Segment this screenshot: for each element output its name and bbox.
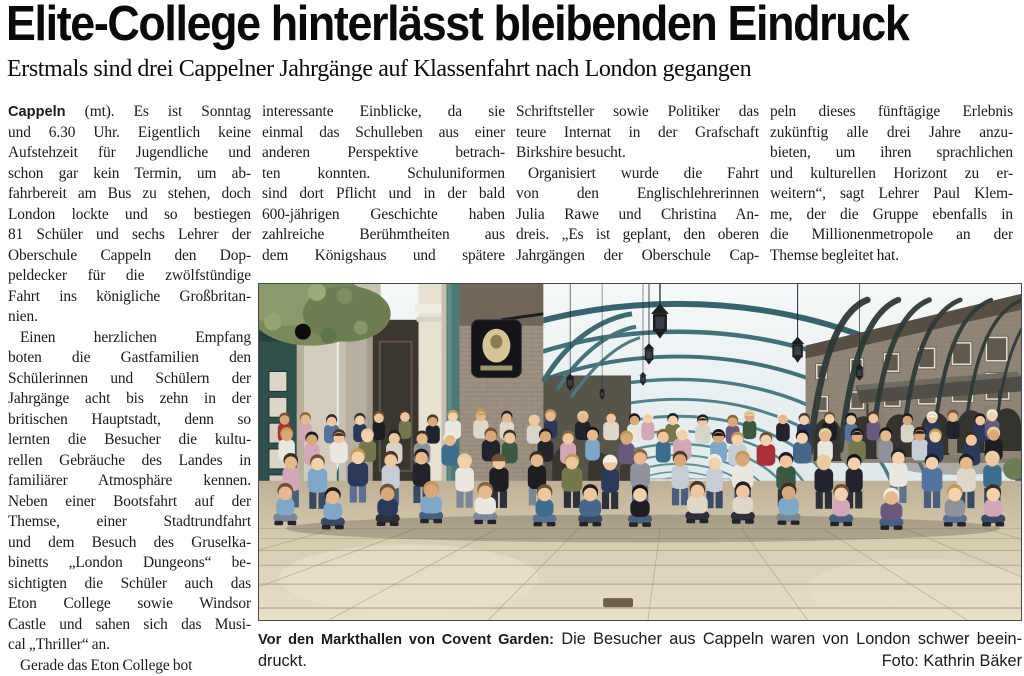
photo-caption bbox=[258, 629, 1022, 672]
photo-credit: Foto: Kathrin Bäker bbox=[881, 651, 1022, 670]
hanging-flower-basket bbox=[259, 284, 391, 346]
subheadline: Erstmals sind drei Cappelner Jahrgänge auf Klassenfahrt nach London gegangen bbox=[7, 56, 752, 82]
caption-line1: Vor den Markthallen von Covent Garden: Die Besucher aus Cappeln waren von London schwer beein- bbox=[258, 630, 1022, 648]
caption-line2: druckt. bbox=[258, 651, 307, 670]
headline: Elite-College hinterlässt bleibenden Eindruck bbox=[6, 0, 909, 51]
article-column-3: Schriftsteller sowie Politiker das teure Internat in der Grafschaft Birkshire besucht. Organisiert wurde die Fahrt von den Englischlehrerinnen Julia Rawe und Christina An- dreis. „Es ist geplant, den oberen Jahrgängen der Oberschule Cap- bbox=[516, 103, 759, 264]
covent-garden-scene bbox=[259, 284, 1021, 620]
article-column-1: Cappeln (mt). Es ist Sonntag und 6.30 Uhr. Eigentlich keine Aufstehzeit für Jugendliche und schon gar kein Termin, um ab- fahrbereit am Bus zu stehen, doch London lockte und so bestiegen 81 Schüler und sechs Lehrer der Oberschule Cappeln den Dop- peldecker für die zwölfstündige Fahrt ins königliche Großbritan- nien. Einen herzlichen Empfang boten die Gastfamilien den Schülerinnen und Schülern der Jahrgänge acht bis zehn in der britischen Hauptstadt, denn so lernten die Besucher die kultu- rellen Gebräuche des Landes in familiärer Atmosphäre kennen. Neben einer Bootsfahrt auf der Themse, einer Stadtrundfahrt und dem Besuch des Gruselka- binetts „London Dungeons“ be- sichtigten die Schüler auch das Eton College sowie Windsor Castle und sahen sich das Musi- cal „Thriller“ an. Gerade das Eton College bot bbox=[8, 103, 251, 674]
article-column-4: peln dieses fünftägige Erlebnis zukünftig alle drei Jahre anzu- bieten, um ihren sprachlichen und kulturellen Horizont zu er- weitern“, sagt Lehrer Paul Klem- me, der die Gruppe ebenfalls in die Millionenmetropole an der Themse begleitet hat. bbox=[770, 103, 1013, 264]
group-photo bbox=[258, 283, 1022, 621]
article-column-2: interessante Einblicke, da sie einmal das Schulleben aus einer anderen Perspektive betrach- ten konnten. Schuluniformen sind dort Pflicht und in der bald 600-jährigen Geschichte haben zahlreiche Berühmtheiten aus dem Königshaus und spätere bbox=[262, 103, 505, 264]
